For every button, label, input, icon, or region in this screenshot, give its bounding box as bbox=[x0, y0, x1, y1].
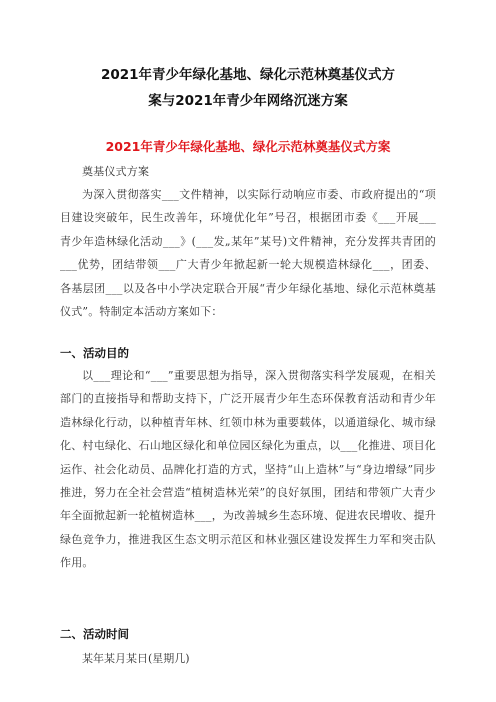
document-title-line-2: 案与2021年青少年网络沉迷方案 bbox=[148, 93, 348, 109]
section1-paragraph: 以___理论和“___”重要思想为指导，深入贯彻落实科学发展观，在相关部门的直接指导和帮助支持下，广泛开展青少年生态环保教育活动和青少年造林绿化行动，以种植青年林、红领巾林为重要载体，以通道绿化、城市绿化、村屯绿化、石山地区绿化和单位园区绿化为重点，以___化推进、项目化运作、社会化动员、品牌化打造的方式，坚持“山上造林”与“身边增绿”同步推进，努力在全社会营造“植树造林光荣”的良好氛围，团结和带领广大青少年全面掀起新一轮植树造林___，为改善城乡生态环境、促进农民增收、提升绿色竞争力，推进我区生态文明示范区和林业强区建设发挥生力军和突击队作用。 bbox=[60, 369, 436, 570]
section1-block bbox=[60, 364, 436, 575]
subtitle: 奠基仪式方案 bbox=[82, 165, 150, 178]
section1-heading: 一、活动目的 bbox=[60, 346, 129, 360]
intro-paragraph: 为深入贯彻落实___文件精神，以实际行动响应市委、市政府提出的“项目建设突破年，民生改善年，环境优化年”号召，根据团市委《___开展___青少年造林绿化活动___》(___发„某年”某号)文件精神，充分发挥共青团的___优势，团结带领___广大青少年掀起新一轮大规模造林绿化___，团委、各基层团___以及各中小学决定联合开展“青少年绿化基地、绿化示范林奠基仪式”。特制定本活动方案如下： bbox=[60, 188, 436, 319]
document-title-line-1: 2021年青少年绿化基地、绿化示范林奠基仪式方 bbox=[100, 67, 396, 83]
section2-heading: 二、活动时间 bbox=[60, 627, 129, 641]
intro-block bbox=[60, 183, 436, 323]
section2-text: 某年某月某日(星期几) bbox=[82, 652, 190, 665]
red-section-heading: 2021年青少年绿化基地、绿化示范林奠基仪式方案 bbox=[105, 139, 391, 154]
subtitle-block bbox=[60, 160, 436, 183]
